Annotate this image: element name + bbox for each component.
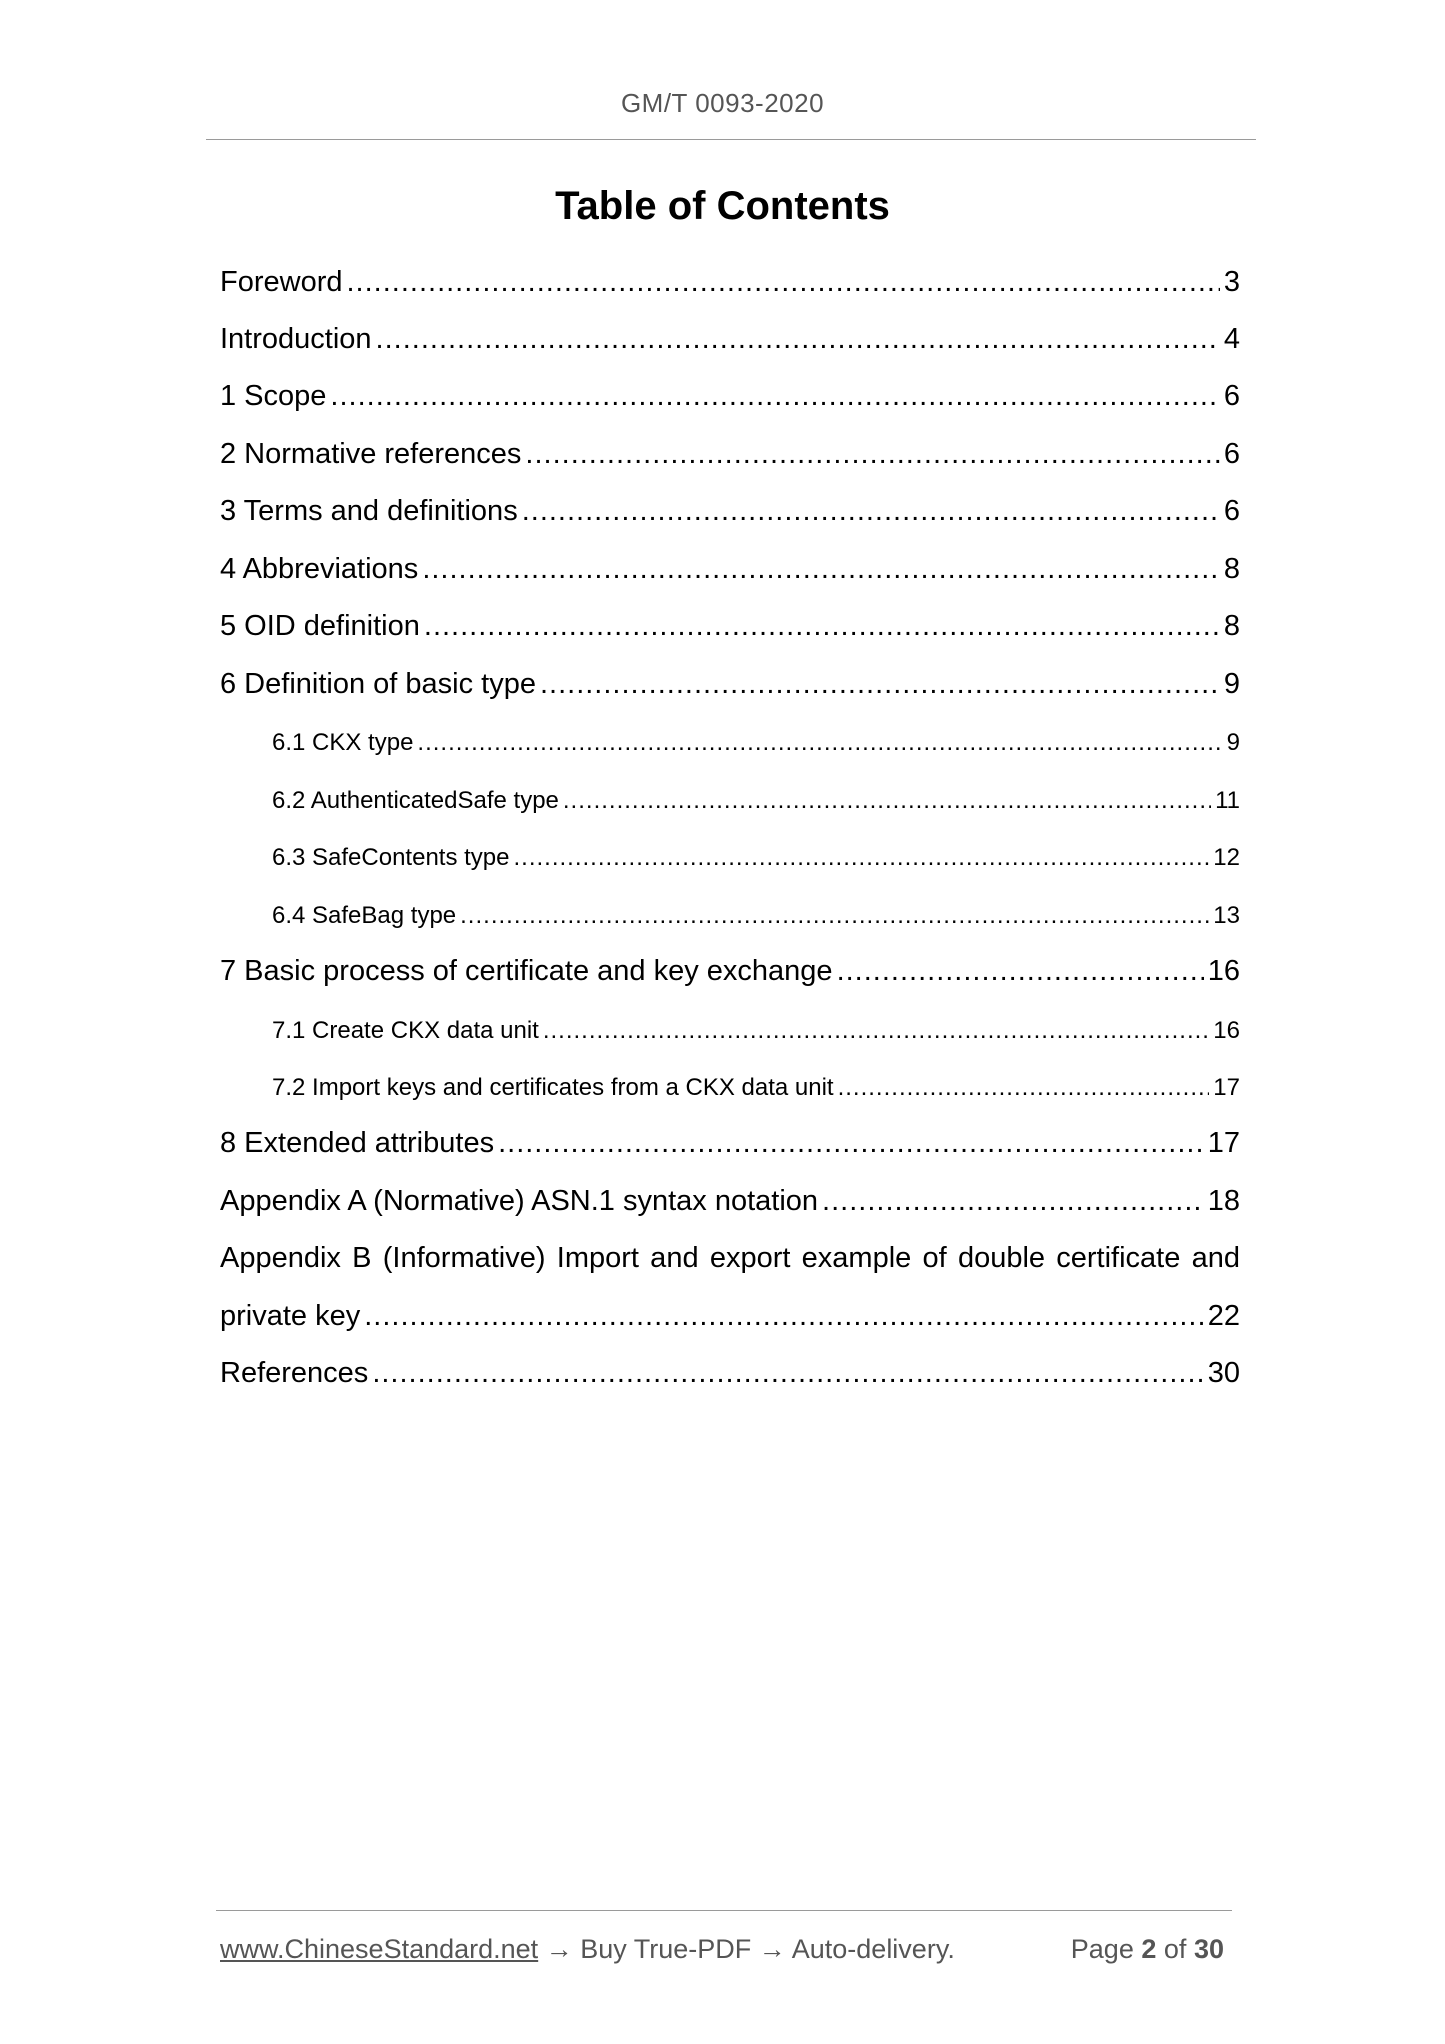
toc-entry-label: 7.2 Import keys and certificates from a CKX data unit [272, 1074, 834, 1101]
toc-entry-terms-definitions[interactable] [220, 495, 1240, 528]
page-footer [220, 1934, 1230, 1965]
toc-entry-label: 7.1 Create CKX data unit [272, 1017, 539, 1044]
toc-leader-dots [525, 438, 1219, 471]
toc-leader-dots [514, 844, 1210, 872]
page-word: Page [1070, 1934, 1134, 1964]
toc-entry-page: 8 [1223, 610, 1240, 642]
toc-entry-abbreviations[interactable] [220, 553, 1240, 586]
toc-entry-appendix-b-line1[interactable]: Appendix B (Informative) Import and export example of double certificate and [220, 1242, 1240, 1274]
toc-entry-label: Introduction [220, 323, 372, 355]
toc-entry-import-keys[interactable] [272, 1074, 1240, 1102]
toc-entry-ckx-type[interactable] [272, 729, 1240, 757]
header-divider [206, 139, 1256, 140]
toc-leader-dots [540, 668, 1220, 701]
toc-leader-dots [347, 266, 1220, 299]
toc-entry-label: 6.3 SafeContents type [272, 844, 510, 871]
toc-entry-label: Appendix A (Normative) ASN.1 syntax notation [220, 1185, 819, 1217]
toc-entry-page: 3 [1223, 266, 1240, 298]
toc-leader-dots [822, 1185, 1204, 1218]
toc-entry-page: 6 [1223, 495, 1240, 527]
toc-leader-dots [424, 610, 1220, 643]
toc-entry-label: 2 Normative references [220, 438, 522, 470]
toc-entry-safecontents-type[interactable] [272, 844, 1240, 872]
toc-entry-foreword[interactable] [220, 266, 1240, 299]
toc-entry-page: 17 [1213, 1074, 1240, 1101]
toc-entry-page: 22 [1207, 1300, 1240, 1332]
toc-leader-dots [422, 553, 1220, 586]
toc-entry-page: 16 [1207, 955, 1240, 987]
toc-entry-page: 6 [1223, 438, 1240, 470]
toc-entry-introduction[interactable] [220, 323, 1240, 356]
toc-leader-dots [330, 380, 1219, 413]
toc-leader-dots [372, 1357, 1203, 1390]
toc-leader-dots [460, 902, 1209, 930]
page-total: 30 [1193, 1934, 1224, 1964]
toc-entry-label: 6.4 SafeBag type [272, 902, 457, 929]
toc-entry-page: 8 [1223, 553, 1240, 585]
footer-tagline: → Buy True-PDF → Auto-delivery. [538, 1934, 955, 1964]
toc-entry-page: 9 [1226, 729, 1240, 756]
toc-entry-page: 13 [1213, 902, 1240, 929]
toc-entry-authenticatedsafe-type[interactable] [272, 787, 1240, 815]
toc-entry-label: 3 Terms and definitions [220, 495, 518, 527]
toc-entry-label: References [220, 1357, 369, 1389]
toc-entry-oid-definition[interactable] [220, 610, 1240, 643]
footer-divider [216, 1910, 1232, 1911]
footer-promo [220, 1934, 955, 1965]
toc-leader-dots [543, 1017, 1209, 1045]
toc-entry-basic-type[interactable] [220, 668, 1240, 701]
toc-leader-dots [417, 729, 1222, 757]
toc-entry-label: 8 Extended attributes [220, 1127, 495, 1159]
toc-entry-page: 6 [1223, 380, 1240, 412]
toc-leader-dots [563, 787, 1211, 815]
toc-entry-page: 30 [1207, 1357, 1240, 1389]
toc-entry-extended-attributes[interactable] [220, 1127, 1240, 1160]
toc-entry-label: private key [220, 1300, 361, 1332]
toc-leader-dots [522, 495, 1220, 528]
toc-entry-label: 4 Abbreviations [220, 553, 419, 585]
toc-entry-scope[interactable] [220, 380, 1240, 413]
toc-leader-dots [838, 1074, 1210, 1102]
site-link[interactable]: www.ChineseStandard.net [220, 1934, 539, 1964]
toc-entry-page: 11 [1215, 787, 1240, 814]
toc-entry-references[interactable] [220, 1357, 1240, 1390]
toc-leader-dots [837, 955, 1204, 988]
toc-entry-page: 16 [1213, 1017, 1240, 1044]
toc-entry-label: 7 Basic process of certificate and key exchange [220, 955, 833, 987]
toc-entry-page: 17 [1207, 1127, 1240, 1159]
header-doc-code: GM/T 0093-2020 [620, 88, 825, 118]
toc-leader-dots [364, 1300, 1204, 1333]
toc-entry-page: 12 [1213, 844, 1240, 871]
toc-entry-appendix-a[interactable] [220, 1185, 1240, 1218]
toc-leader-dots [498, 1127, 1204, 1160]
toc-entry-label: 1 Scope [220, 380, 327, 412]
toc-entry-page: 4 [1223, 323, 1240, 355]
toc-entry-label: 5 OID definition [220, 610, 420, 642]
toc-entry-label: 6.2 AuthenticatedSafe type [272, 787, 559, 814]
toc-entry-label: 6 Definition of basic type [220, 668, 536, 700]
toc-entry-basic-process[interactable] [220, 955, 1240, 988]
toc-entry-label: 6.1 CKX type [272, 729, 414, 756]
toc-entry-safebag-type[interactable] [272, 902, 1240, 930]
toc-entry-create-ckx[interactable] [272, 1017, 1240, 1045]
page-current: 2 [1141, 1934, 1157, 1964]
toc-leader-dots [376, 323, 1220, 356]
toc-entry-normative-references[interactable] [220, 438, 1240, 471]
toc-entry-label: Foreword [220, 266, 343, 298]
toc-entry-appendix-b[interactable] [220, 1300, 1240, 1333]
toc-entry-page: 9 [1223, 668, 1240, 700]
page-number [1071, 1934, 1230, 1965]
of-word: of [1163, 1934, 1187, 1964]
toc-title: Table of Contents [555, 184, 890, 228]
toc-entry-page: 18 [1207, 1185, 1240, 1217]
